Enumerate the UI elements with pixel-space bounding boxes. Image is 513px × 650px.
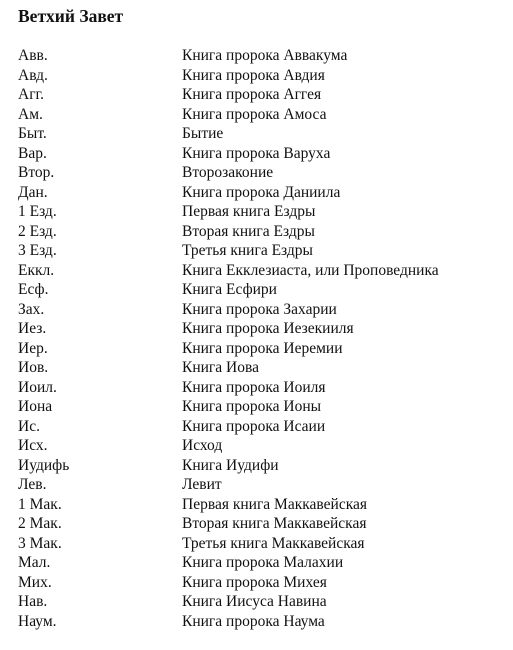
abbreviation-row [18,378,508,398]
abbreviation-row [18,397,508,417]
book-title: Книга пророка Авдия [182,66,325,84]
abbreviation-row [18,144,508,164]
abbreviation: Авд. [18,66,48,84]
abbreviation: Ам. [18,105,43,123]
abbreviation-row [18,46,508,66]
book-title: Левит [182,476,222,493]
abbreviation-row [18,66,508,86]
abbreviation-row [18,105,508,125]
abbreviation: Быт. [18,125,47,142]
book-title: Исход [182,437,223,454]
book-title: Книга пророка Наума [182,612,325,630]
abbreviation-row [18,339,508,359]
abbreviation: Вар. [18,144,47,162]
book-title: Книга пророка Ионы [182,398,322,415]
book-title: Книга Иудифи [182,456,279,474]
book-title: Второзаконие [182,164,274,181]
abbreviation-row [18,241,508,261]
book-title: Книга пророка Аввакума [182,47,348,64]
abbreviation-row [18,417,508,437]
book-title: Книга Иисуса Навина [182,593,327,610]
book-title: Вторая книга Ездры [182,222,315,240]
abbreviation: 3 Езд. [18,242,57,259]
abbreviation-row [18,612,508,632]
abbreviation: Иоил. [18,378,57,396]
abbreviation: Дан. [18,183,48,201]
book-title: Третья книга Маккавейская [182,534,365,552]
abbreviation: Исх. [18,437,48,454]
book-title: Книга пророка Иезекииля [182,320,354,337]
book-title: Книга пророка Михея [182,573,327,591]
abbreviation: Иер. [18,339,48,357]
abbreviation-row [18,514,508,534]
abbreviation-list [18,46,508,631]
abbreviation: Ис. [18,417,40,435]
book-title: Книга пророка Иоиля [182,378,326,396]
section-heading: Ветхий Завет [18,6,124,26]
book-title: Книга пророка Малахии [182,554,344,571]
book-title: Книга Иова [182,359,259,376]
book-title: Бытие [182,125,224,142]
book-title: Книга пророка Даниила [182,183,341,201]
abbreviation-row [18,534,508,554]
abbreviation-row [18,553,508,573]
abbreviation-row [18,456,508,476]
abbreviation-row [18,163,508,183]
abbreviation-row [18,319,508,339]
book-title: Книга пророка Исаии [182,417,326,435]
abbreviation-row [18,436,508,456]
book-title: Книга Есфири [182,281,277,298]
abbreviation: Есф. [18,281,49,298]
abbreviation-row [18,124,508,144]
abbreviation: Втор. [18,164,55,181]
abbreviation: Мих. [18,573,52,591]
abbreviation: Агг. [18,86,45,103]
abbreviation-row [18,183,508,203]
abbreviation-row [18,202,508,222]
abbreviation-row [18,573,508,593]
abbreviation: 2 Мак. [18,515,62,532]
abbreviation-row [18,300,508,320]
book-title: Книга Екклезиаста, или Проповедника [182,261,439,279]
abbreviation: Иудифь [18,456,70,474]
abbreviation: 1 Мак. [18,495,62,513]
book-title: Вторая книга Маккавейская [182,515,367,532]
abbreviation: Лев. [18,476,47,493]
abbreviation-row [18,495,508,515]
abbreviation-row [18,358,508,378]
abbreviation-row [18,280,508,300]
abbreviation: Иез. [18,320,47,337]
book-title: Первая книга Ездры [182,203,316,220]
book-title: Книга пророка Амоса [182,105,327,123]
abbreviation: Зах. [18,300,45,318]
abbreviation-row [18,222,508,242]
book-title: Книга пророка Варуха [182,144,331,162]
abbreviation: Мал. [18,554,51,571]
abbreviation: Иона [18,398,53,415]
abbreviation: 3 Мак. [18,534,62,552]
abbreviation: Наум. [18,612,57,630]
abbreviation-row [18,261,508,281]
abbreviation: Иов. [18,359,49,376]
book-title: Книга пророка Аггея [182,86,322,103]
book-title: Третья книга Ездры [182,242,313,259]
abbreviation: 1 Езд. [18,203,57,220]
book-title: Книга пророка Захарии [182,300,337,318]
abbreviation: 2 Езд. [18,222,57,240]
abbreviation-row [18,592,508,612]
abbreviation: Еккл. [18,261,55,279]
abbreviation: Авв. [18,47,48,64]
abbreviation-row [18,475,508,495]
abbreviation-row [18,85,508,105]
book-title: Книга пророка Иеремии [182,339,343,357]
book-title: Первая книга Маккавейская [182,495,368,513]
abbreviation: Нав. [18,593,48,610]
